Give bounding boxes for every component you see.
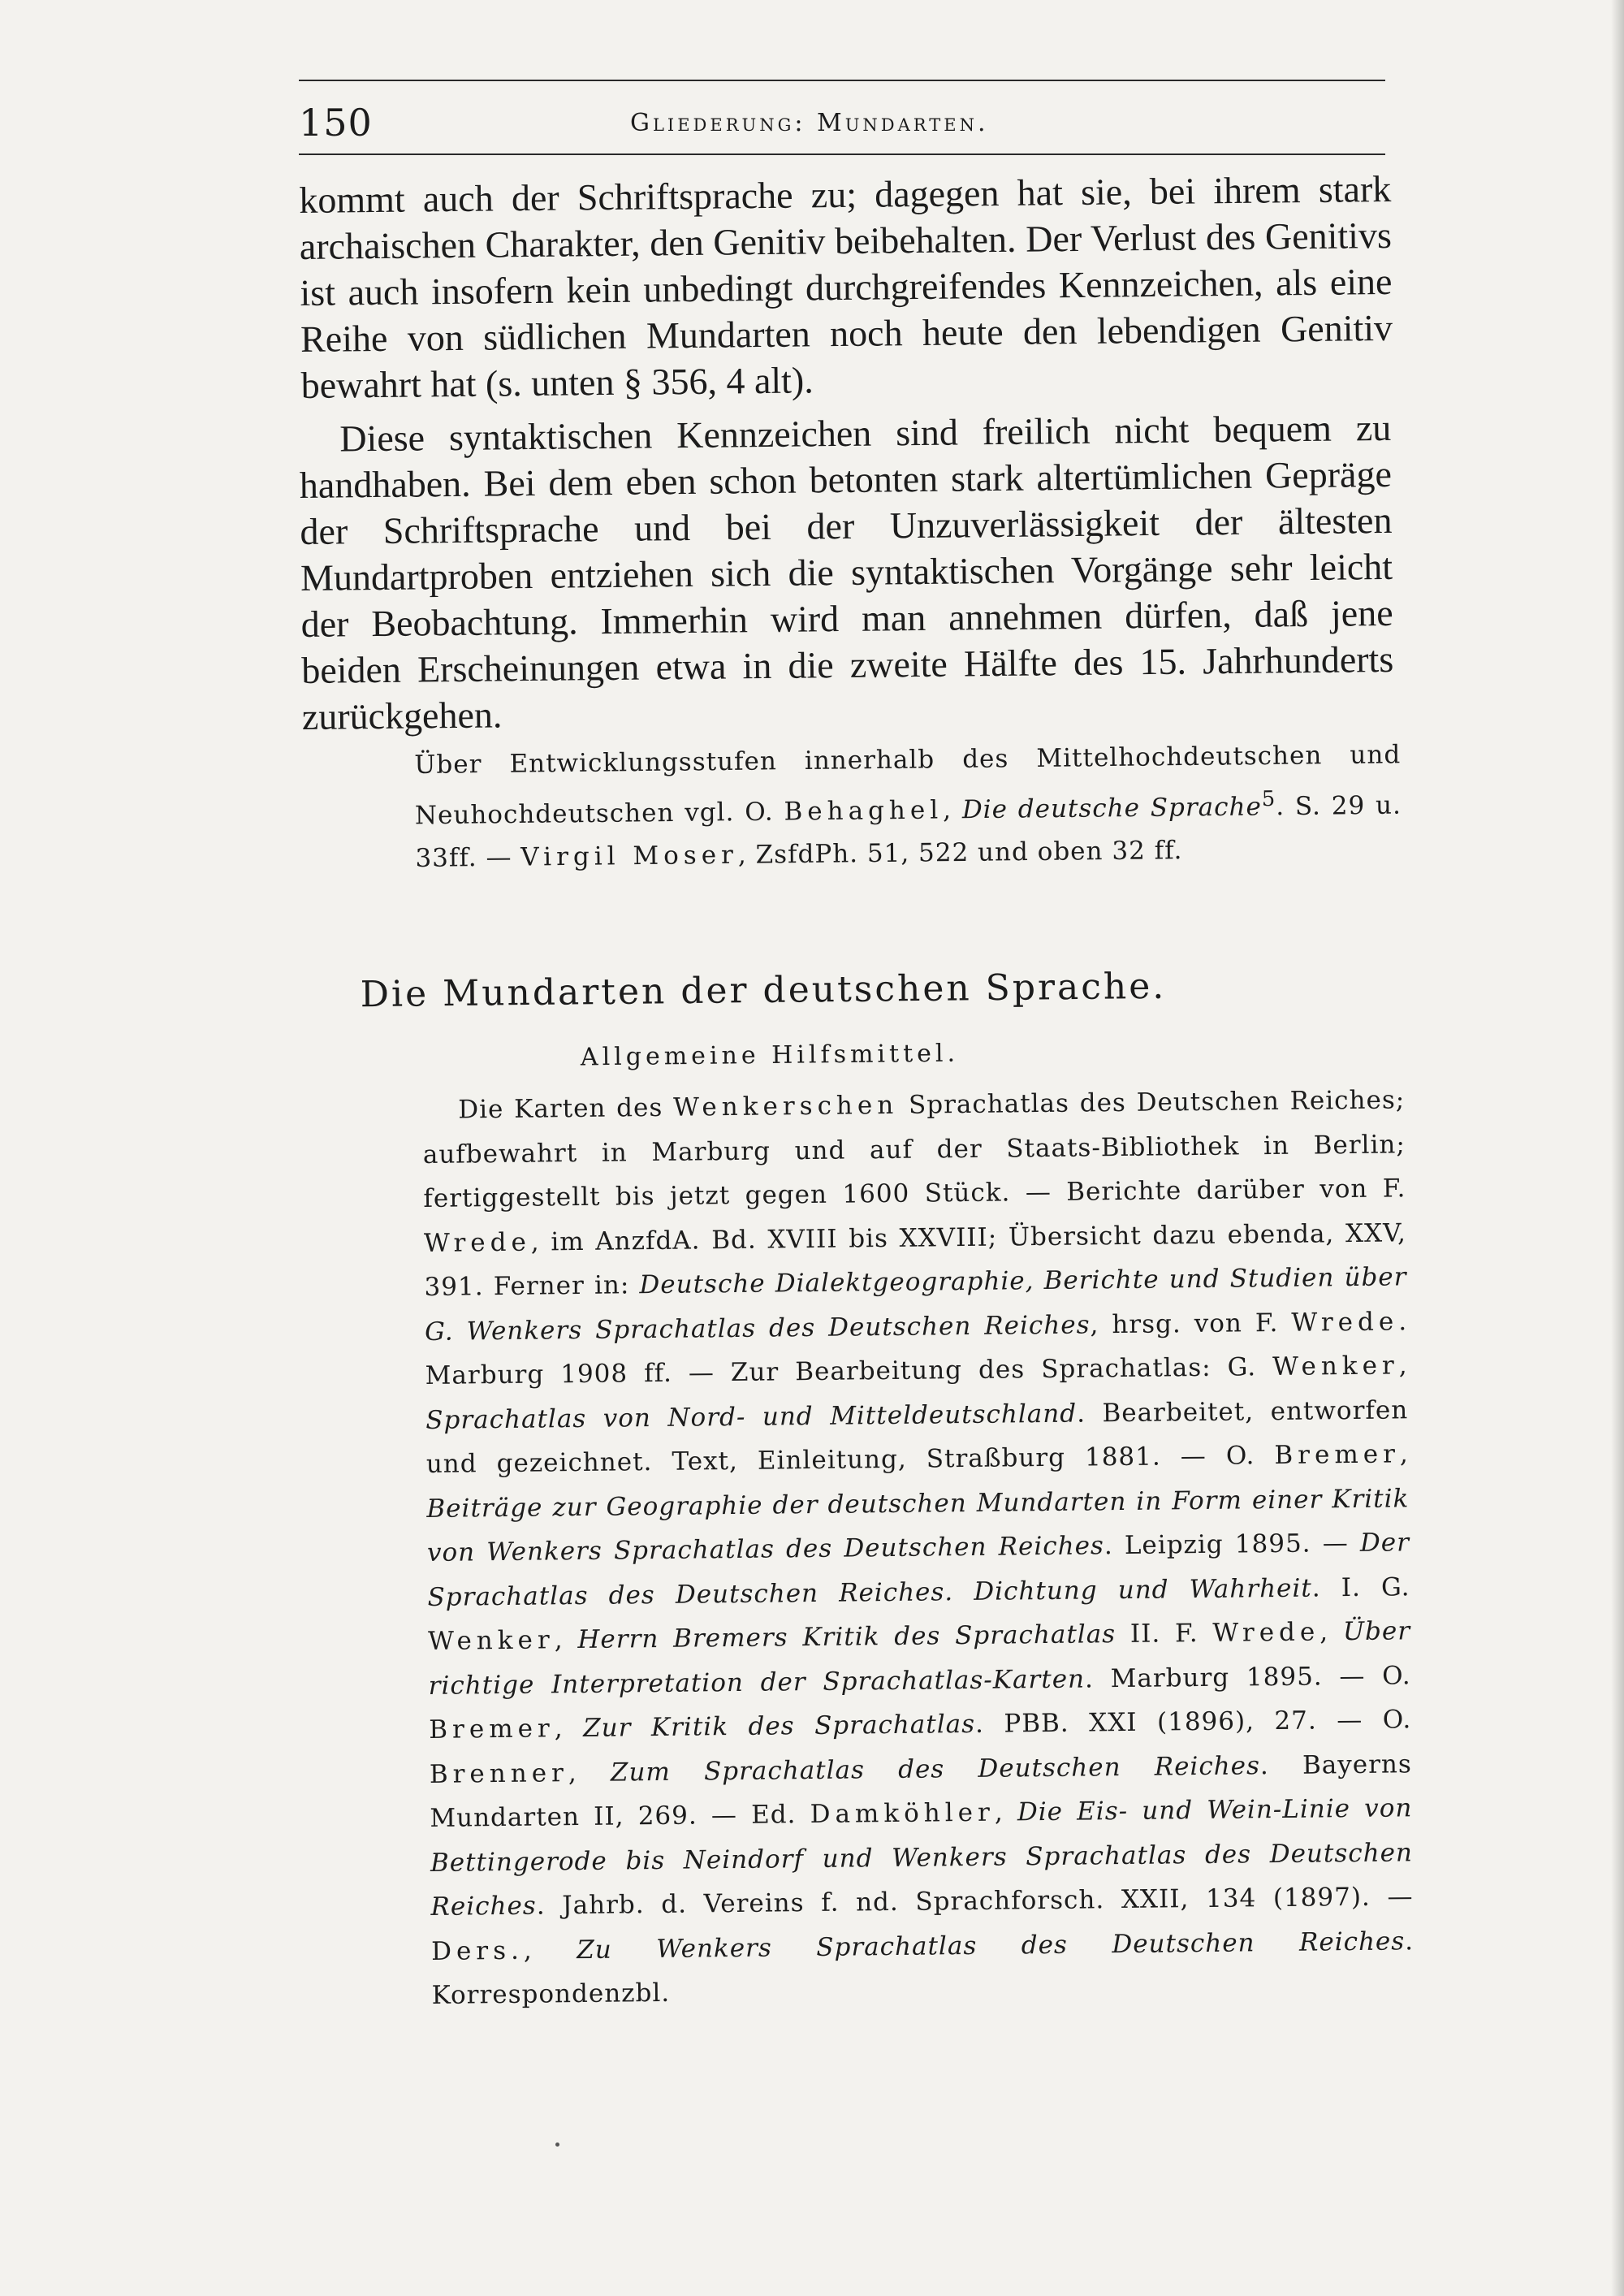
page-number: 150	[299, 101, 373, 145]
biblio-text: . Marburg 1895. — O.	[1084, 1660, 1411, 1693]
scan-speck	[555, 2143, 559, 2147]
biblio-author: Brenner	[429, 1758, 569, 1789]
biblio-text: . Marburg 1908 ff. — Zur Bearbeitung des Sprachatlas: G.	[425, 1306, 1408, 1390]
biblio-text: II. F.	[1115, 1618, 1213, 1650]
biblio-text: Die Karten des	[458, 1092, 674, 1125]
biblio-author: Wenker	[1272, 1351, 1399, 1382]
note-text: Über Entwicklungsstufen innerhalb des Mittelhochdeutschen und Neuhochdeutschen vgl. O.	[414, 740, 1402, 831]
running-head	[299, 101, 1385, 149]
biblio-text: . Jahrb. d. Vereins f. nd. Sprachforsch. XXII, 134 (1897). —	[536, 1882, 1414, 1921]
biblio-author: Wenker	[427, 1625, 555, 1656]
biblio-title: Die Eis- und Wein-Linie von Bettingerode bis Neindorf und Wenkers Sprachatlas des Deutschen Reiches	[430, 1793, 1414, 1922]
biblio-author: Ders.	[430, 1935, 525, 1966]
footnote-remark: Über Entwicklungsstufen innerhalb des Mittelhochdeutschen und Neuhochdeutschen vgl. O. Behaghel, Die deutsche Sprache$^5$. S. 29 u. 33ff. — Virgil Moser, ZsfdPh. 51, 522 und oben 32 ff.	[414, 740, 1402, 874]
page-edge-shadow	[1611, 0, 1624, 2296]
biblio-author: Wrede	[1212, 1617, 1320, 1648]
biblio-author: Bremer	[1274, 1439, 1401, 1471]
note-author: Behaghel	[784, 795, 944, 827]
body-paragraph-2	[299, 404, 1394, 740]
section-heading: Die Mundarten der deutschen Sprache.	[360, 965, 1167, 1016]
biblio-title: Herrn Bremers Kritik des Sprachatlas	[577, 1619, 1116, 1655]
biblio-title: Zur Kritik des Sprachatlas	[582, 1709, 976, 1743]
biblio-title: Beiträge zur Geographie der deutschen Mundarten in Form einer Kritik von Wenkers Sprachatlas des Deutschen Reiches	[426, 1483, 1410, 1567]
biblio-title: Der Sprachatlas des Deutschen Reiches. Dichtung und Wahrheit	[427, 1528, 1410, 1612]
biblio-text: ,	[1399, 1439, 1409, 1469]
biblio-text: . PBB. XXI (1896), 27. — O.	[974, 1705, 1412, 1739]
biblio-author: Bremer	[429, 1714, 555, 1745]
biblio-text: . Leipzig 1895. —	[1104, 1528, 1361, 1561]
biblio-text: ,	[1320, 1617, 1344, 1647]
biblio-title: Deutsche Dialektgeographie, Berichte und Studien über G. Wenkers Sprachatlas des Deutschen Reiches	[424, 1262, 1407, 1347]
biblio-text: . Bayerns Mundarten II, 269. — Ed.	[430, 1749, 1412, 1833]
bibliography-paragraph	[422, 1078, 1415, 2017]
biblio-text: ,	[568, 1758, 611, 1788]
body-paragraph-1	[299, 166, 1393, 409]
biblio-author: Wenkerschen	[672, 1090, 899, 1122]
biblio-text: . I. G.	[1311, 1572, 1410, 1603]
biblio-text: ,	[994, 1797, 1018, 1827]
biblio-title: Zu Wenkers Sprachatlas des Deutschen Reiches	[577, 1926, 1406, 1965]
biblio-title: Zum Sprachatlas des Deutschen Reiches	[610, 1750, 1261, 1788]
biblio-text: . Korrespondenzbl.	[431, 1926, 1415, 2010]
biblio-author: Damköhler	[810, 1797, 996, 1830]
header-rule-top	[299, 80, 1385, 81]
biblio-text: ,	[554, 1713, 584, 1744]
biblio-text: Sprachatlas des Deutschen Reiches; aufbewahrt in Marburg und auf der Staats-Bibliothek in Berlin; fertiggestellt bis jetzt gegen 1600 Stück. — Berichte darüber von F.	[422, 1085, 1406, 1213]
biblio-text: , hrsg. von F.	[1090, 1308, 1292, 1339]
biblio-text: ,	[523, 1935, 577, 1965]
note-text: . S. 29 u. 33ff. —	[415, 790, 1402, 874]
note-text: , ZsfdPh. 51, 522 und oben 32 ff.	[737, 836, 1183, 871]
biblio-author: Wrede	[1291, 1306, 1399, 1338]
header-rule-bottom	[299, 153, 1385, 155]
biblio-author: Wrede	[423, 1227, 532, 1258]
note-author: Virgil Moser	[520, 841, 739, 872]
note-title: Die deutsche Sprache	[961, 792, 1263, 825]
biblio-title: Sprachatlas von Nord- und Mitteldeutschland	[425, 1399, 1078, 1435]
biblio-text: ,	[554, 1625, 578, 1655]
biblio-text: , im AnzfdA. Bd. XVIII bis XXVIII; Übersicht dazu ebenda, XXV, 391. Ferner in:	[424, 1217, 1407, 1302]
section-subheading: Allgemeine Hilfsmittel.	[580, 1039, 960, 1072]
paragraph-text: Diese syntaktischen Kennzeichen sind freilich nicht bequem zu handhaben. Bei dem eben schon betonten stark altertümlichen Gepräge der Schriftsprache und bei der Unzuverlässigkeit der ältesten Mundartproben entziehen sich die syntaktischen Vorgänge sehr leicht der Beobachtung. Immerhin wird man annehmen dürfen, daß jene beiden Erscheinungen etwa in die zweite Hälfte des 15. Jahrhunderts zurückgehen.	[299, 406, 1394, 737]
running-title: Gliederung: Mundarten.	[630, 109, 989, 137]
paragraph-text: kommt auch der Schriftsprache zu; dagegen hat sie, bei ihrem stark archaischen Charakter, den Genitiv beibehalten. Der Verlust des Genitivs ist auch insofern kein unbedingt durchgreifendes Kennzeichen, als eine Reihe von südlichen Mundarten noch heute den lebendigen Genitiv bewahrt hat (s. unten § 356, 4 alt).	[299, 167, 1393, 406]
biblio-title: Über richtige Interpretation der Sprachatlas-Karten	[428, 1616, 1411, 1701]
note-edition: 5	[1261, 786, 1276, 812]
biblio-text: ,	[1398, 1351, 1408, 1381]
biblio-text: . Bearbeitet, entworfen und gezeichnet. Text, Einleitung, Straßburg 1881. — O.	[425, 1394, 1409, 1479]
